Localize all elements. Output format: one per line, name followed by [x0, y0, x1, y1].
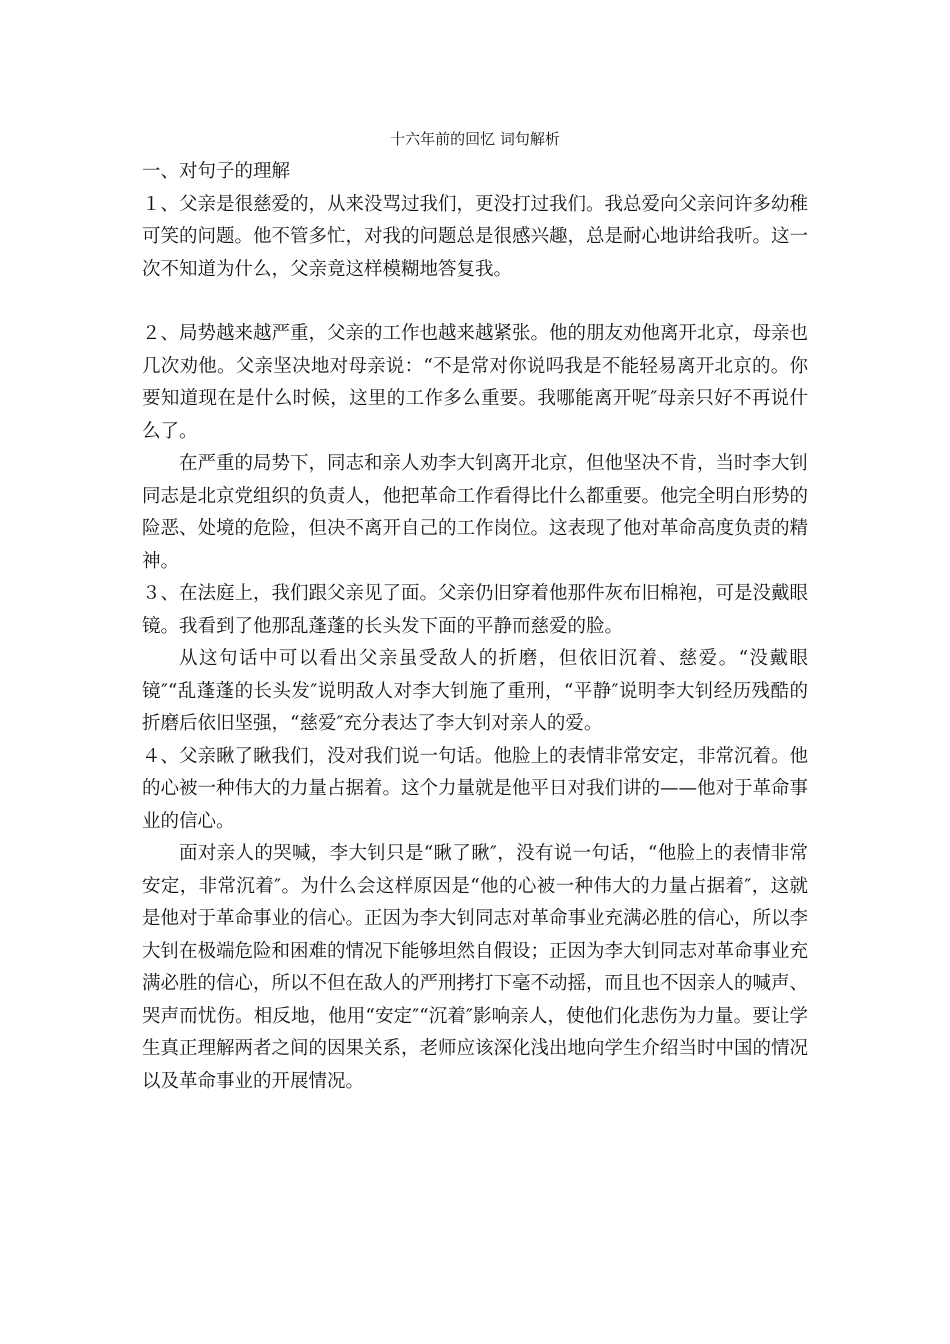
document-title: 十六年前的回忆 词句解析 [390, 130, 560, 148]
document-body [142, 156, 808, 1098]
paragraph-2-analysis: 在严重的局势下，同志和亲人劝李大钊离开北京，但他坚决不肯，当时李大钊同志是北京党组织的负责人，他把革命工作看得比什么都重要。他完全明白形势的险恶、处境的危险，但决不离开自己的工作岗位。这表现了他对革命高度负责的精神。 [142, 453, 809, 572]
paragraph-4-analysis: 面对亲人的哭喊，李大钊只是“瞅了瞅″，没有说一句话，“他脸上的表情非常安定，非常沉着″。为什么会这样原因是“他的心被一种伟大的力量占据着″，这就是他对于革命事业的信心。正因为李大钊同志对革命事业充满必胜的信心，所以李大钊在极端危险和困难的情况下能够坦然自假设；正因为李大钊同志对革命事业充满必胜的信心，所以不但在敌人的严刑拷打下毫不动摇，而且也不因亲人的喊声、哭声而忧伤。相反地，他用“安定″“沉着″影响亲人，使他们化悲伤为力量。要让学生真正理解两者之间的因果关系，老师应该深化浅出地向学生介绍当时中国的情况以及革命事业的开展情况。 [142, 843, 809, 1092]
paragraph-4: ４、父亲瞅了瞅我们，没对我们说一句话。他脸上的表情非常安定，非常沉着。他的心被一种伟大的力量占据着。这个力量就是他平日对我们讲的——他对于革命事业的信心。 [142, 745, 809, 832]
paragraph-3: ３、在法庭上，我们跟父亲见了面。父亲仍旧穿着他那件灰布旧棉袍，可是没戴眼镜。我看到了他那乱蓬蓬的长头发下面的平静而慈爱的脸。 [142, 583, 809, 637]
section-heading: 一、对句子的理解 [142, 161, 291, 182]
paragraph-3-analysis: 从这句话中可以看出父亲虽受敌人的折磨，但依旧沉着、慈爱。“没戴眼镜″“乱蓬蓬的长头发″说明敌人对李大钊施了重刑，“平静″说明李大钊经历残酷的折磨后依旧坚强，“慈爱″充分表达了李大钊对亲人的爱。 [142, 648, 808, 734]
paragraph-gap [142, 286, 808, 318]
paragraph-2: ２、局势越来越严重，父亲的工作也越来越紧张。他的朋友劝他离开北京，母亲也几次劝他。父亲坚决地对母亲说：“不是常对你说吗我是不能轻易离开北京的。你要知道现在是什么时候，这里的工作多么重要。我哪能离开呢″母亲只好不再说什么了。 [142, 323, 809, 442]
paragraph-1: １、父亲是很慈爱的，从来没骂过我们，更没打过我们。我总爱向父亲问许多幼稚可笑的问题。他不管多忙，对我的问题总是很感兴趣，总是耐心地讲给我听。这一次不知道为什么，父亲竟这样模糊地答复我。 [142, 193, 809, 280]
